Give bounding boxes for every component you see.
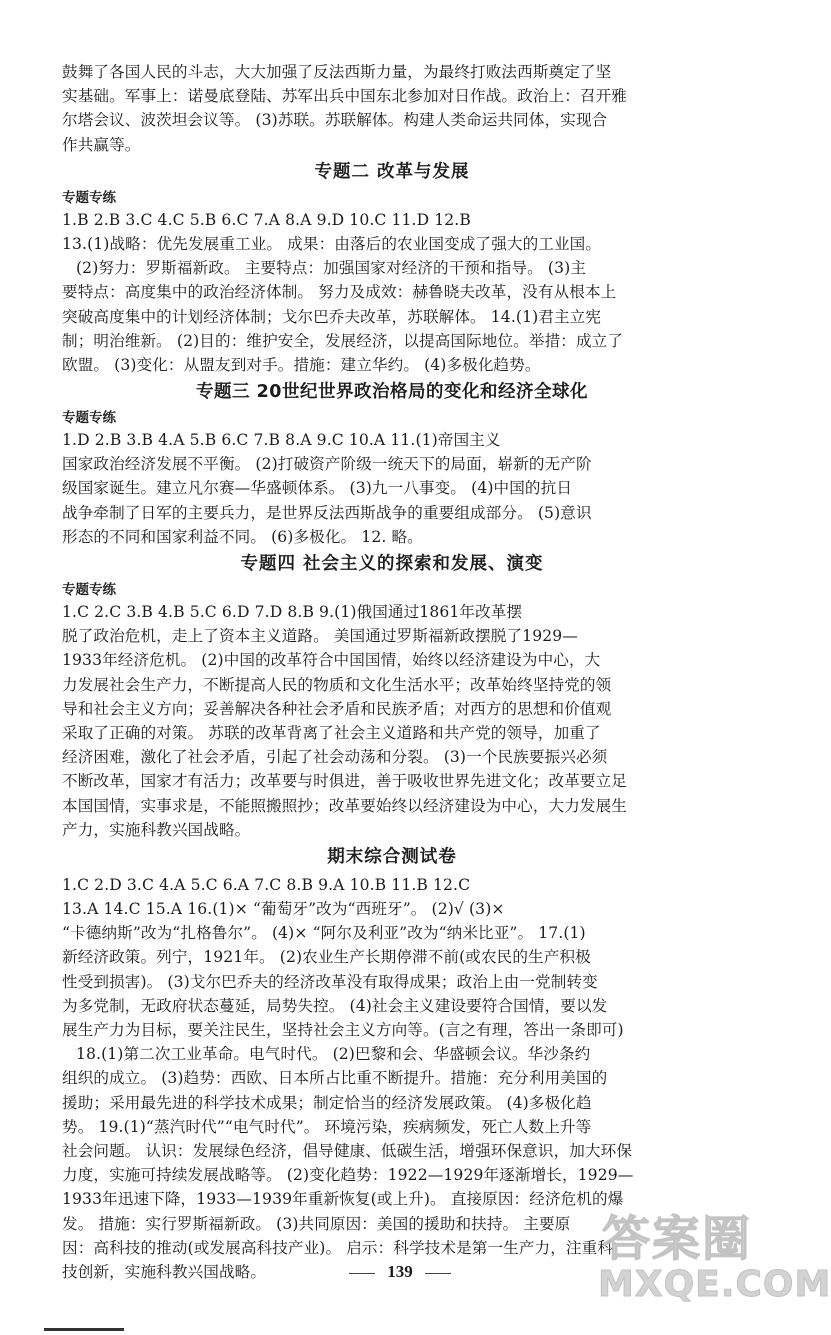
text-line: 1.C 2.C 3.B 4.B 5.C 6.D 7.D 8.B 9.(1)俄国通过1861年改革摆 xyxy=(62,603,523,621)
page-number-dash-right xyxy=(425,1273,451,1274)
text-line: 1.D 2.B 3.B 4.A 5.B 6.C 7.B 8.A 9.C 10.A 11.(1)帝国主义 xyxy=(62,431,501,450)
text-line: 制；明治维新。 (2)目的：维护安全，发展经济，以提高国际地位。举措：成立了 xyxy=(62,331,624,350)
page-number-dash-left xyxy=(349,1273,375,1274)
text-line: 产力，实施科教兴国战略。 xyxy=(62,820,251,839)
text-line: 展生产力为目标，要关注民生，坚持社会主义方向等。(言之有理，答出一条即可) xyxy=(62,1021,624,1039)
section-title: 专题二 改革与发展 xyxy=(314,161,470,182)
text-line: 突破高度集中的计划经济体制；戈尔巴乔夫改革，苏联解体。 14.(1)君主立宪 xyxy=(62,307,602,326)
text-line: 13.(1)战略：优先发展重工业。 成果：由落后的农业国变成了强大的工业国。 xyxy=(62,234,602,253)
text-line: 因：高科技的推动(或发展高科技产业)。 启示：科学技术是第一生产力，注重科 xyxy=(62,1238,614,1257)
text-line: 形态的不同和国家利益不同。 (6)多极化。 12. 略。 xyxy=(62,527,423,546)
text-line: 1.C 2.D 3.C 4.A 5.C 6.A 7.C 8.B 9.A 10.B 11.B 12.C xyxy=(62,875,471,894)
text-line: 要特点：高度集中的政治经济体制。 努力及成效：赫鲁晓夫改革，没有从根本上 xyxy=(62,283,617,302)
section-socialism xyxy=(62,549,722,842)
text-line: (2)努力：罗斯福新政。 主要特点：加强国家对经济的干预和指导。 (3)主 xyxy=(76,259,587,278)
text-line: 实基础。军事上：诺曼底登陆、苏军出兵中国东北参加对日作战。政治上：召开雅 xyxy=(62,87,627,106)
text-line: 13.A 14.C 15.A 16.(1)× “葡萄牙”改为“西班牙”。 (2)√ (3)× xyxy=(62,900,505,919)
section-title: 专题四 社会主义的探索和发展、演变 xyxy=(240,554,544,574)
text-line: 社会问题。 认识：发展绿色经济，倡导健康、低碳生活，增强环保意识，加大环保 xyxy=(62,1141,633,1160)
text-line: 力发展社会生产力，不断提高人民的物质和文化生活水平；改革始终坚持党的领 xyxy=(62,675,612,694)
text-line: 鼓舞了各国人民的斗志，大大加强了反法西斯力量，为最终打败法西斯奠定了坚 xyxy=(62,63,612,81)
watermark-logo-text: 答案圈 xyxy=(602,1211,753,1267)
text-line: 技创新，实施科教兴国战略。 xyxy=(62,1262,267,1281)
text-line: 本国国情，实事求是，不能照搬照抄；改革要始终以经济建设为中心，大力发展生 xyxy=(62,796,627,815)
corner-mark xyxy=(44,1328,124,1331)
section-subtitle: 专题专练 xyxy=(62,582,116,598)
text-line: 1.B 2.B 3.C 4.C 5.B 6.C 7.A 8.A 9.D 10.C 11.D 12.B xyxy=(62,210,471,229)
text-line: 18.(1)第二次工业革命。电气时代。 (2)巴黎和会、华盛顿会议。华沙条约 xyxy=(76,1045,591,1064)
section-subtitle: 专题专练 xyxy=(62,189,116,206)
text-line: 势。 19.(1)“蒸汽时代”“电气时代”。 环境污染，疾病频发，死亡人数上升等 xyxy=(62,1117,592,1136)
section-reform-development xyxy=(62,157,722,377)
text-line: 尔塔会议、波茨坦会议等。 (3)苏联。苏联解体。构建人类命运共同体，实现合 xyxy=(62,111,608,130)
text-line: 新经济政策。列宁，1921年。 (2)农业生产长期停滞不前(或农民的生产积极 xyxy=(62,948,591,967)
text-line: 战争牵制了日军的主要兵力，是世界反法西斯战争的重要组成部分。 (5)意识 xyxy=(62,503,592,522)
text-line: 不断改革，国家才有活力；改革要与时俱进，善于吸收世界先进文化；改革要立足 xyxy=(62,772,627,791)
section-title: 专题三 20世纪世界政治格局的变化和经济全球化 xyxy=(196,382,588,403)
text-line: 欧盟。 (3)变化：从盟友到对手。措施：建立华约。 (4)多极化趋势。 xyxy=(62,355,541,374)
text-line: 发。 措施：实行罗斯福新政。 (3)共同原因：美国的援助和扶持。 主要原 xyxy=(62,1214,571,1233)
text-line: 1933年经济危机。 (2)中国的改革符合中国国情，始终以经济建设为中心，大 xyxy=(62,651,601,670)
text-line: 级国家诞生。建立凡尔赛—华盛顿体系。 (3)九一八事变。 (4)中国的抗日 xyxy=(62,479,573,498)
text-line: 采取了正确的对策。 苏联的改革背离了社会主义道路和共产党的领导，加重了 xyxy=(62,723,601,742)
watermark-url-text: MXQE.COM xyxy=(598,1264,831,1305)
text-line: 援助；采用最先进的科学技术成果；制定恰当的经济发展政策。 (4)多极化趋 xyxy=(62,1093,592,1112)
text-line: 组织的成立。 (3)趋势：西欧、日本所占比重不断提升。措施：充分利用美国的 xyxy=(62,1069,608,1088)
text-line: 力度，实施可持续发展战略等。 (2)变化趋势：1922—1929年逐渐增长，1929— xyxy=(62,1166,634,1185)
text-line: 1933年迅速下降，1933—1939年重新恢复(或上升)。 直接原因：经济危机的爆 xyxy=(62,1190,624,1209)
section-subtitle: 专题专练 xyxy=(62,410,116,427)
section-world-politics xyxy=(62,377,722,549)
text-line: 作共赢等。 xyxy=(62,135,141,154)
page-number-value: 139 xyxy=(387,1262,413,1281)
text-line: “卡德纳斯”改为“扎格鲁尔”。 (4)× “阿尔及利亚”改为“纳米比亚”。 17.(1) xyxy=(62,924,586,943)
text-line: 国家政治经济发展不平衡。 (2)打破资产阶级一统天下的局面，崭新的无产阶 xyxy=(62,455,592,474)
watermark-logo xyxy=(590,1190,831,1310)
text-line: 导和社会主义方向；妥善解决各种社会矛盾和民族矛盾；对西方的思想和价值观 xyxy=(62,699,612,718)
text-line: 为多党制，无政府状态蔓延，局势失控。 (4)社会主义建设要符合国情，要以发 xyxy=(62,996,608,1015)
section-title: 期末综合测试卷 xyxy=(327,846,457,867)
text-line: 性受到损害)。 (3)戈尔巴乔夫的经济改革没有取得成果；政治上由一党制转变 xyxy=(62,972,598,991)
text-line: 脱了政治危机，走上了资本主义道路。 美国通过罗斯福新政摆脱了1929— xyxy=(62,627,578,646)
answer-page xyxy=(62,60,722,1284)
text-line: 经济困难，激化了社会矛盾，引起了社会动荡和分裂。 (3)一个民族要振兴必须 xyxy=(62,748,608,767)
intro-block xyxy=(62,60,722,157)
